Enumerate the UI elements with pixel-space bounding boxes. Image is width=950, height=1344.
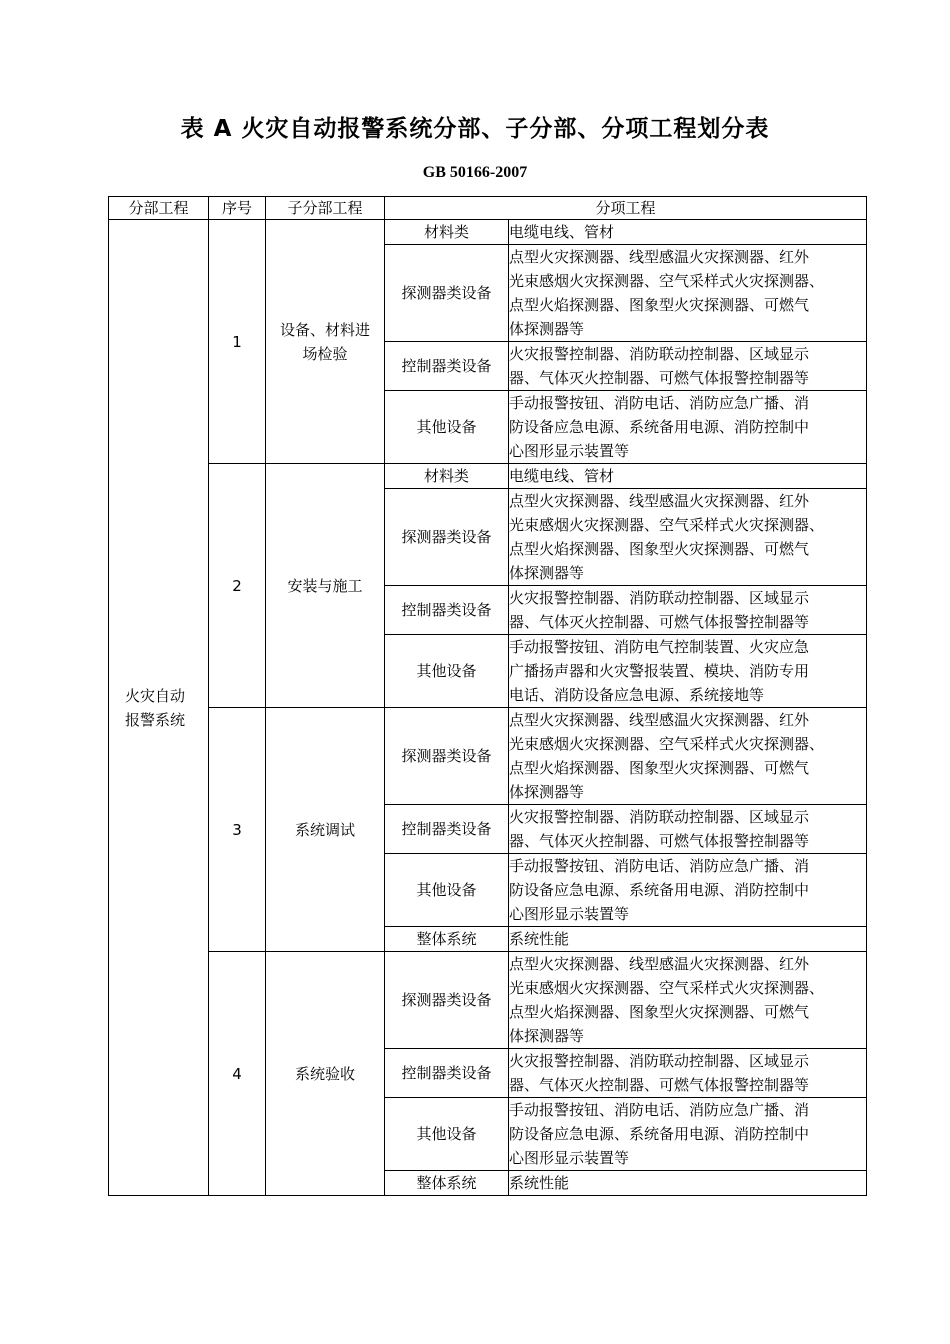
table-row — [109, 464, 867, 489]
item-line: 点型火灾探测器、线型感温火灾探测器、红外 — [509, 955, 810, 973]
item-line: 点型火焰探测器、图象型火灾探测器、可燃气 — [509, 540, 810, 558]
item-line: 心图形显示装置等 — [509, 442, 630, 460]
item-line: 系统性能 — [509, 1174, 570, 1192]
category-cell: 控制器类设备 — [385, 1049, 509, 1098]
subdivision-name: 安装与施工 — [287, 576, 363, 595]
item-line: 防设备应急电源、系统备用电源、消防控制中 — [509, 418, 810, 436]
category-cell: 其他设备 — [385, 854, 509, 927]
items-cell — [509, 245, 867, 342]
item-line: 光束感烟火灾探测器、空气采样式火灾探测器、 — [509, 735, 825, 753]
division-cell — [109, 220, 209, 1196]
items-cell — [509, 391, 867, 464]
item-line: 火灾报警控制器、消防联动控制器、区域显示 — [509, 345, 810, 363]
item-line: 系统性能 — [509, 930, 570, 948]
item-line: 光束感烟火灾探测器、空气采样式火灾探测器、 — [509, 979, 825, 997]
item-line: 点型火灾探测器、线型感温火灾探测器、红外 — [509, 492, 810, 510]
seq-cell: 3 — [209, 708, 266, 952]
item-line: 点型火灾探测器、线型感温火灾探测器、红外 — [509, 248, 810, 266]
item-line: 手动报警按钮、消防电气控制装置、火灾应急 — [509, 638, 810, 656]
page-title: 表 A 火灾自动报警系统分部、子分部、分项工程划分表 — [180, 116, 770, 142]
subdivision-name: 系统调试 — [294, 820, 355, 839]
category-cell: 其他设备 — [385, 635, 509, 708]
subdivision-cell — [266, 708, 385, 952]
header-items: 分项工程 — [385, 197, 867, 220]
item-line: 器、气体灭火控制器、可燃气体报警控制器等 — [509, 369, 810, 387]
category-cell: 控制器类设备 — [385, 805, 509, 854]
subdivision-cell — [266, 464, 385, 708]
category-cell: 控制器类设备 — [385, 342, 509, 391]
table-row — [109, 708, 867, 805]
items-cell — [509, 1049, 867, 1098]
item-line: 电缆电线、管材 — [509, 223, 615, 241]
header-row — [109, 197, 867, 220]
item-line: 光束感烟火灾探测器、空气采样式火灾探测器、 — [509, 272, 825, 290]
item-line: 体探测器等 — [509, 564, 585, 582]
division-name: 火灾自动 — [125, 686, 186, 705]
items-cell — [509, 586, 867, 635]
header-subdivision: 子分部工程 — [266, 197, 385, 220]
items-cell — [509, 805, 867, 854]
items-cell — [509, 927, 867, 952]
item-line: 心图形显示装置等 — [509, 1149, 630, 1167]
items-cell — [509, 952, 867, 1049]
items-cell — [509, 1098, 867, 1171]
category-cell: 控制器类设备 — [385, 586, 509, 635]
item-line: 火灾报警控制器、消防联动控制器、区域显示 — [509, 808, 810, 826]
category-cell: 材料类 — [385, 464, 509, 489]
table-row — [109, 220, 867, 245]
subdivision-cell — [266, 952, 385, 1196]
items-cell — [509, 464, 867, 489]
item-line: 防设备应急电源、系统备用电源、消防控制中 — [509, 881, 810, 899]
items-cell — [509, 1171, 867, 1196]
category-cell: 探测器类设备 — [385, 708, 509, 805]
item-line: 电话、消防设备应急电源、系统接地等 — [509, 686, 765, 704]
items-cell — [509, 489, 867, 586]
subdivision-name: 场检验 — [302, 344, 348, 363]
item-line: 心图形显示装置等 — [509, 905, 630, 923]
items-cell — [509, 342, 867, 391]
item-line: 电缆电线、管材 — [509, 467, 615, 485]
item-line: 手动报警按钮、消防电话、消防应急广播、消 — [509, 1101, 810, 1119]
item-line: 火灾报警控制器、消防联动控制器、区域显示 — [509, 1052, 810, 1070]
category-cell: 整体系统 — [385, 927, 509, 952]
item-line: 火灾报警控制器、消防联动控制器、区域显示 — [509, 589, 810, 607]
item-line: 点型火焰探测器、图象型火灾探测器、可燃气 — [509, 759, 810, 777]
table-row — [109, 952, 867, 1049]
item-line: 体探测器等 — [509, 1027, 585, 1045]
item-line: 点型火焰探测器、图象型火灾探测器、可燃气 — [509, 296, 810, 314]
table-body — [109, 220, 867, 1196]
items-cell — [509, 220, 867, 245]
item-line: 手动报警按钮、消防电话、消防应急广播、消 — [509, 394, 810, 412]
category-cell: 探测器类设备 — [385, 952, 509, 1049]
item-line: 器、气体灭火控制器、可燃气体报警控制器等 — [509, 613, 810, 631]
item-line: 手动报警按钮、消防电话、消防应急广播、消 — [509, 857, 810, 875]
item-line: 器、气体灭火控制器、可燃气体报警控制器等 — [509, 832, 810, 850]
header-seq: 序号 — [209, 197, 266, 220]
category-cell: 探测器类设备 — [385, 489, 509, 586]
category-cell: 其他设备 — [385, 391, 509, 464]
subdivision-name: 系统验收 — [294, 1064, 355, 1083]
category-cell: 材料类 — [385, 220, 509, 245]
division-name: 报警系统 — [125, 710, 186, 729]
item-line: 体探测器等 — [509, 783, 585, 801]
item-line: 器、气体灭火控制器、可燃气体报警控制器等 — [509, 1076, 810, 1094]
items-cell — [509, 854, 867, 927]
standard-code: GB 50166-2007 — [422, 164, 528, 181]
category-cell: 探测器类设备 — [385, 245, 509, 342]
category-cell: 整体系统 — [385, 1171, 509, 1196]
item-line: 光束感烟火灾探测器、空气采样式火灾探测器、 — [509, 516, 825, 534]
subdivision-name: 设备、材料进 — [279, 320, 370, 339]
category-cell: 其他设备 — [385, 1098, 509, 1171]
seq-cell: 4 — [209, 952, 266, 1196]
item-line: 点型火灾探测器、线型感温火灾探测器、红外 — [509, 711, 810, 729]
seq-cell: 1 — [209, 220, 266, 464]
division-table — [108, 196, 867, 1196]
items-cell — [509, 708, 867, 805]
header-division: 分部工程 — [109, 197, 209, 220]
item-line: 点型火焰探测器、图象型火灾探测器、可燃气 — [509, 1003, 810, 1021]
item-line: 广播扬声器和火灾警报装置、模块、消防专用 — [509, 662, 810, 680]
items-cell — [509, 635, 867, 708]
item-line: 体探测器等 — [509, 320, 585, 338]
item-line: 防设备应急电源、系统备用电源、消防控制中 — [509, 1125, 810, 1143]
seq-cell: 2 — [209, 464, 266, 708]
subdivision-cell — [266, 220, 385, 464]
